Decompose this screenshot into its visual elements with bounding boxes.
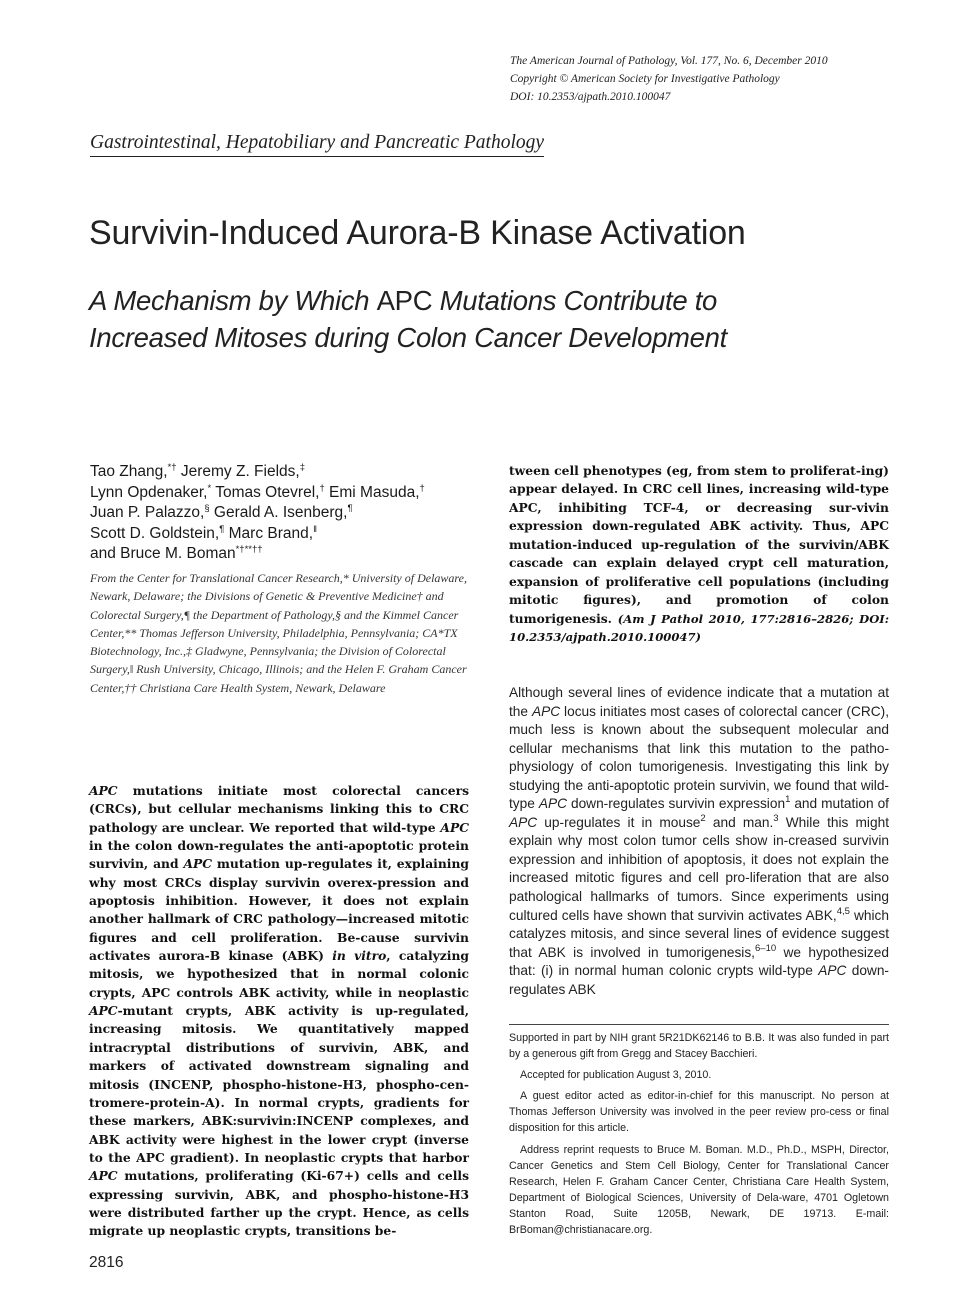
article-subtitle: A Mechanism by Which APC Mutations Contribute to Increased Mitoses during Colon Cancer Development <box>89 285 727 353</box>
abstract-column-1: APC mutations initiate most colorectal cancers (CRCs), but cellular mechanisms linking this to CRC pathology are unclear. We reported that wild-type APC in the colon down-regulates the anti-apoptotic protein survivin, and APC mutation up-regulates it, explaining why most CRCs display survivin overex-pression and apoptosis inhibition. However, it does not explain another hallmark of CRC pathology—increased mitotic figures and cell proliferation. Be-cause survivin activates aurora-B kinase (ABK) in vitro, catalyzing mitosis, we hypothesized that in normal colonic crypts, APC controls ABK activity, while in neoplastic APC-mutant crypts, ABK activity is up-regulated, increasing mitosis. We quantitatively mapped intracryptal distributions of survivin, ABK, and markers of activated downstream signaling and mitosis (INCENP, phospho-histone-H3, phospho-cen-tromere-protein-A). In normal crypts, gradients for these markers, ABK:survivin:INCENP complexes, and ABK activity were highest in the lower crypt (inverse to the APC gradient). In neoplastic crypts that harbor APC mutations, proliferating (Ki-67+) cells and cells expressing survivin, ABK, and phospho-histone-H3 were distributed farther up the crypt. Hence, as cells migrate up neoplastic crypts, transitions be- <box>89 783 469 1239</box>
journal-citation: The American Journal of Pathology, Vol. 177, No. 6, December 2010 <box>510 55 828 67</box>
abstract-citation: (Am J Pathol 2010, 177:2816–2826; DOI: 10.2353/ajpath.2010.100047) <box>509 611 890 645</box>
footnote-editor: A guest editor acted as editor-in-chief for this manuscript. No person at Thomas Jefferson University was involved in the peer review pro-cess or final disposition for this article. <box>509 1090 889 1135</box>
article-title: Survivin-Induced Aurora-B Kinase Activation <box>89 214 746 252</box>
body-text: Although several lines of evidence indicate that a mutation at the APC locus initiates most cases of colorectal cancer (CRC), much less is known about the subsequent molecular and cellular mechanisms that link this mutation to the patho-physiology of colon tumorigenesis. Investigating this link by studying the anti-apoptotic protein survivin, we found that wild-type APC down-regulates survivin expression$^1$ and mutation of APC up-regulates it in mouse$^2$ and man.$^3$ While this might explain why most colon tumor cells show in-creased survivin expression and inhibition of apoptosis, it does not explain the increased mitotic figures and cell pro-liferation that are also pathological hallmarks of tumors. Since experiments using cultured cells have shown that survivin activates ABK,$^{4,5}$ which catalyzes mitosis, and since several lines of evidence suggest that ABK is involved in tumorigenesis,$^{6-10}$ we hypothesized that: (i) in normal human colonic crypts wild-type APC down-regulates ABK <box>509 685 890 997</box>
journal-header <box>510 52 910 106</box>
affiliations: From the Center for Translational Cancer Research,* University of Delaware, Newark, Delaware; the Divisions of Genetic & Preventive Medicine† and Colorectal Surgery,¶ the Department of Pathology,§ and the Kimmel Cancer Center,** Thomas Jefferson University, Philadelphia, Pennsylvania; CA*TX Biotechnology, Inc.,‡ Gladwyne, Pennsylvania; the Division of Colorectal Surgery,‖ Rush University, Chicago, Illinois; and the Helen F. Graham Cancer Center,†† Christiana Care Health System, Newark, Delaware <box>90 571 467 695</box>
footnotes <box>509 1030 889 1243</box>
journal-doi: DOI: 10.2353/ajpath.2010.100047 <box>510 91 671 103</box>
footnote-support: Supported in part by NIH grant 5R21DK62146 to B.B. It was also funded in part by a generous gift from Gregg and Stacey Bacchieri. <box>509 1032 889 1061</box>
author-list: Tao Zhang,*† Jeremy Z. Fields,‡ Lynn Opdenaker,* Tomas Otevrel,† Emi Masuda,† Juan P. Palazzo,§ Gerald A. Isenberg,¶ Scott D. Goldstein,¶ Marc Brand,‖ and Bruce M. Boman*†**†† <box>90 462 425 562</box>
section-heading: Gastrointestinal, Hepatobiliary and Pancreatic Pathology <box>90 132 544 157</box>
footnote-divider <box>509 1024 889 1025</box>
page-number: 2816 <box>89 1254 124 1271</box>
abstract-column-2: tween cell phenotypes (eg, from stem to proliferat-ing) appear delayed. In CRC cell lines, increasing wild-type APC, inhibiting TCF-4, or decreasing sur-vivin expression down-regulated ABK activity. Thus, APC mutation-induced up-regulation of the survivin/ABK cascade can explain delayed crypt cell maturation, expansion of proliferative cell populations (including mitotic figures), and promotion of colon tumorigenesis. (Am J Pathol 2010, 177:2816–2826; DOI: 10.2353/ajpath.2010.100047) <box>509 463 890 645</box>
journal-copyright: Copyright © American Society for Investigative Pathology <box>510 73 780 85</box>
footnote-accepted: Accepted for publication August 3, 2010. <box>520 1069 712 1082</box>
footnote-reprint: Address reprint requests to Bruce M. Boman. M.D., Ph.D., MSPH, Director, Cancer Genetics and Stem Cell Biology, Center for Translational Cancer Research, Helen F. Graham Cancer Center, Christiana Care Health System, Department of Biological Sciences, University of Dela-ware, 4701 Ogletown Stanton Road, Suite 1205B, Newark, DE 19713. E-mail: BrBoman@christianacare.org. <box>509 1143 889 1237</box>
